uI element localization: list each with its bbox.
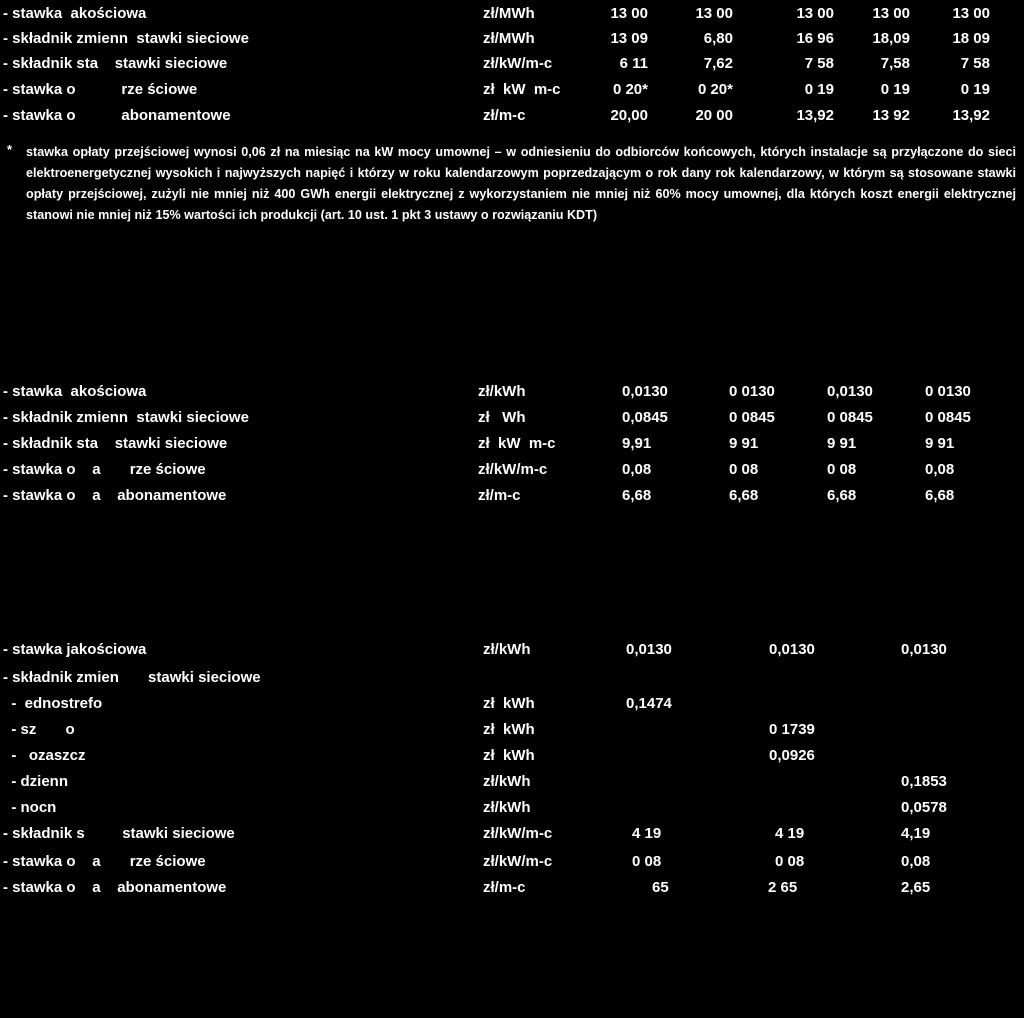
row-label: - stawka o a rze ściowe	[3, 461, 206, 478]
value-cell: 13,92	[796, 107, 834, 124]
row-label: - składnik zmien stawki sieciowe	[3, 669, 261, 686]
value-cell: 13 00	[872, 5, 910, 22]
value-cell: 9,91	[622, 435, 652, 452]
value-cell: 0 20*	[697, 81, 733, 98]
value-cell: 6,68	[729, 487, 759, 504]
row-label: - składnik sta stawki sieciowe	[3, 55, 228, 72]
table-row	[0, 746, 1024, 766]
row-unit: zł/kWh	[483, 773, 531, 790]
value-cell: 0,08	[925, 461, 955, 478]
table-row	[0, 80, 1024, 100]
row-label: - dzienn	[3, 773, 68, 790]
value-cell: 0 19	[960, 81, 990, 98]
value-cell: 13 00	[796, 5, 834, 22]
value-cell: 0,0130	[769, 641, 815, 658]
value-cell: 9 91	[729, 435, 759, 452]
row-unit: zł/kWh	[483, 641, 531, 658]
value-cell: 7 58	[960, 55, 990, 72]
value-cell: 7,58	[880, 55, 910, 72]
table-row	[0, 852, 1024, 872]
table-row	[0, 382, 1024, 402]
value-cell: 0,0130	[626, 641, 672, 658]
row-unit: zł kWh	[483, 747, 535, 764]
row-label: - stawka o rze ściowe	[3, 81, 198, 98]
value-cell: 20,00	[610, 107, 648, 124]
row-unit: zł Wh	[478, 409, 526, 426]
row-label: - stawka o a abonamentowe	[3, 487, 227, 504]
row-label: - składnik zmienn stawki sieciowe	[3, 30, 249, 47]
table-row	[0, 720, 1024, 740]
value-cell: 0 0845	[729, 409, 775, 426]
value-cell: 0 08	[775, 853, 805, 870]
row-label: - stawka o a abonamentowe	[3, 879, 227, 896]
value-cell: 0 19	[804, 81, 834, 98]
value-cell: 9 91	[827, 435, 857, 452]
value-cell: 4 19	[632, 825, 662, 842]
table-row	[0, 4, 1024, 24]
value-cell: 0 0130	[925, 383, 971, 400]
value-cell: 13 92	[872, 107, 910, 124]
value-cell: 0,1853	[901, 773, 947, 790]
row-unit: zł/kW/m-c	[483, 853, 553, 870]
table-row	[0, 486, 1024, 506]
table-row	[0, 408, 1024, 428]
value-cell: 0 20*	[612, 81, 648, 98]
value-cell: 0,0845	[622, 409, 668, 426]
table-row	[0, 694, 1024, 714]
value-cell: 13 00	[610, 5, 648, 22]
value-cell: 0,0926	[769, 747, 815, 764]
table-row	[0, 460, 1024, 480]
value-cell: 6,68	[622, 487, 652, 504]
value-cell: 0 08	[729, 461, 759, 478]
value-cell: 0 0845	[925, 409, 971, 426]
table-row	[0, 54, 1024, 74]
row-unit: zł/MWh	[483, 30, 535, 47]
row-label: - stawka o a rze ściowe	[3, 853, 206, 870]
value-cell: 9 91	[925, 435, 955, 452]
value-cell: 13 00	[695, 5, 733, 22]
value-cell: 6,80	[703, 30, 733, 47]
row-label: - składnik s stawki sieciowe	[3, 825, 235, 842]
table-row	[0, 668, 1024, 688]
value-cell: 0,08	[622, 461, 652, 478]
value-cell: 0,1474	[626, 695, 672, 712]
value-cell: 2 65	[768, 879, 798, 896]
row-unit: zł/kWh	[483, 799, 531, 816]
table-row	[0, 29, 1024, 49]
value-cell: 13 09	[610, 30, 648, 47]
row-label: - stawka jakościowa	[3, 641, 147, 658]
value-cell: 0,0130	[901, 641, 947, 658]
value-cell: 0,0130	[827, 383, 873, 400]
row-label: - stawka akościowa	[3, 383, 147, 400]
row-label: - stawka o abonamentowe	[3, 107, 231, 124]
table-row	[0, 878, 1024, 898]
value-cell: 0 1739	[769, 721, 815, 738]
value-cell: 7,62	[703, 55, 733, 72]
value-cell: 0,0578	[901, 799, 947, 816]
value-cell: 0 08	[632, 853, 662, 870]
row-unit: zł/kWh	[478, 383, 526, 400]
table-row	[0, 640, 1024, 660]
value-cell: 6 11	[619, 55, 648, 72]
footnote-marker: *	[7, 142, 13, 157]
value-cell: 4 19	[775, 825, 805, 842]
value-cell: 2,65	[901, 879, 931, 896]
value-cell: 0 19	[880, 81, 910, 98]
table-row	[0, 798, 1024, 818]
row-label: - sz o	[3, 721, 75, 738]
value-cell: 65	[652, 879, 669, 896]
value-cell: 0 0130	[729, 383, 775, 400]
footnote-text: stawka opłaty przejściowej wynosi 0,06 zł na miesiąc na kW mocy umownej – w odniesieniu do odbiorców końcowych, których instalacje są przyłączone do sieci elektroenergetycznej wysokich i najwyższych napięć i którzy w roku kalendarzowym poprzedzającym o rok dany rok kalendarzowy, w którym są stosowane stawki opłaty przejściowej, zużyli nie mniej niż 400 GWh energii elektrycznej z wykorzystaniem nie mniej niż 60% mocy umownej, dla których koszt energii elektrycznej stanowi nie mniej niż 15% wartości ich produkcji (art. 10 ust. 1 pkt 3 ustawy o rozwiązaniu KDT)	[26, 145, 1016, 222]
row-label: - ednostrefo	[3, 695, 103, 712]
row-unit: zł kWh	[483, 721, 535, 738]
row-unit: zł/kW/m-c	[483, 825, 553, 842]
value-cell: 0,08	[901, 853, 931, 870]
row-unit: zł kW m-c	[478, 435, 556, 452]
row-unit: zł kWh	[483, 695, 535, 712]
value-cell: 6,68	[827, 487, 857, 504]
row-unit: zł/kW/m-c	[478, 461, 548, 478]
row-label: - ozaszcz	[3, 747, 86, 764]
row-label: - składnik zmienn stawki sieciowe	[3, 409, 249, 426]
value-cell: 13 00	[952, 5, 990, 22]
value-cell: 0,0130	[622, 383, 668, 400]
row-label: - składnik sta stawki sieciowe	[3, 435, 228, 452]
table-row	[0, 772, 1024, 792]
value-cell: 7 58	[804, 55, 834, 72]
row-label: - stawka akościowa	[3, 5, 147, 22]
value-cell: 18 09	[952, 30, 990, 47]
value-cell: 0 0845	[827, 409, 873, 426]
table-row	[0, 106, 1024, 126]
value-cell: 0 08	[827, 461, 857, 478]
row-unit: zł/m-c	[478, 487, 521, 504]
table-row	[0, 824, 1024, 844]
row-label: - nocn	[3, 799, 57, 816]
row-unit: zł/m-c	[483, 107, 526, 124]
value-cell: 4,19	[901, 825, 931, 842]
value-cell: 6,68	[925, 487, 955, 504]
table-row	[0, 434, 1024, 454]
row-unit: zł/m-c	[483, 879, 526, 896]
row-unit: zł/MWh	[483, 5, 535, 22]
value-cell: 13,92	[952, 107, 990, 124]
value-cell: 16 96	[796, 30, 834, 47]
row-unit: zł kW m-c	[483, 81, 561, 98]
value-cell: 20 00	[695, 107, 733, 124]
value-cell: 18,09	[872, 30, 910, 47]
row-unit: zł/kW/m-c	[483, 55, 553, 72]
